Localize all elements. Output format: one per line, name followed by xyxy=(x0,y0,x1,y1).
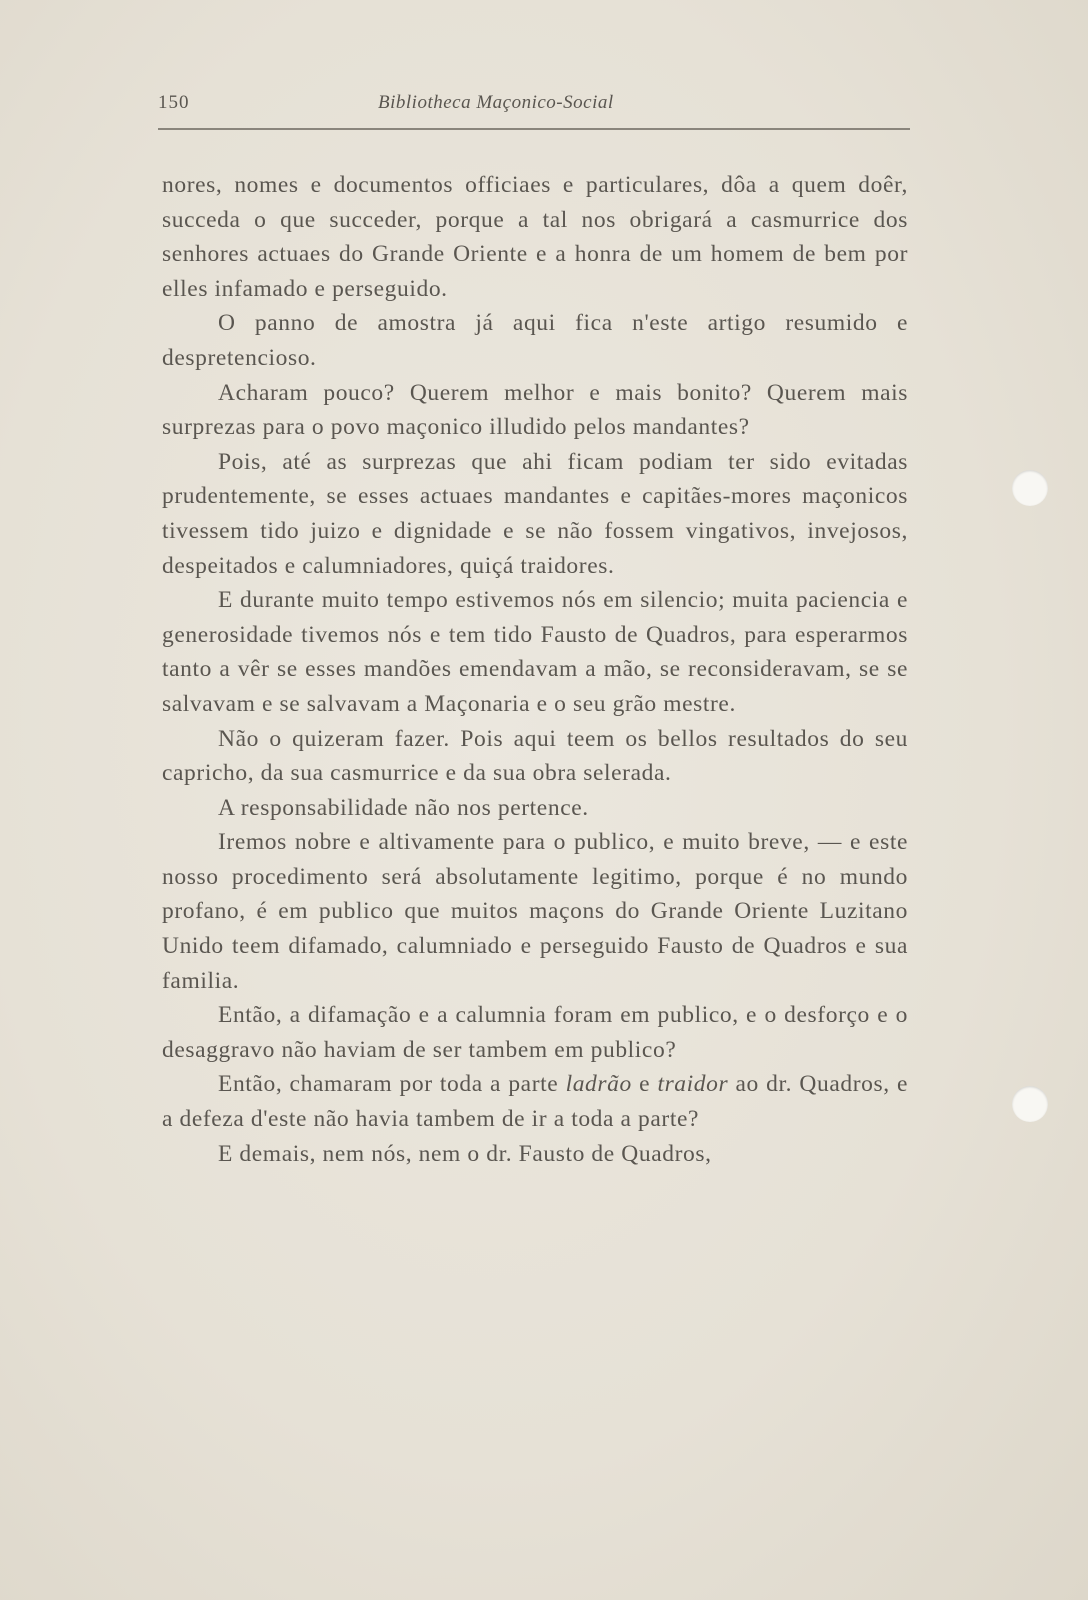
paragraph-10-text-3: ao dr. Quadros, e a defeza d'este não havia tambem de ir a toda a parte? xyxy=(162,1071,909,1133)
paragraph-8: Iremos nobre e altivamente para o publico, e muito breve, — e este nosso procedimento será absolutamente legitimo, porque é no mundo profano, é em publico que muitos maçons do Grande Oriente Luzitano Unido teem difamado, calumniado e perseguido Fausto de Quadros e sua familia. xyxy=(162,829,908,994)
paragraph-10-text-1: Então, chamaram por toda a parte xyxy=(218,1071,566,1098)
punch-hole-lower xyxy=(1012,1086,1048,1122)
paragraph-10 xyxy=(162,1067,908,1136)
paragraph-4: Pois, até as surprezas que ahi ficam podiam ter sido evitadas prudentemente, se esses actuaes mandantes e capitães-mores maçonicos tivessem tido juizo e dignidade e se não fossem vingativos, invejosos, despeitados e calumniadores, quiçá traidores. xyxy=(162,448,908,579)
running-title: Bibliotheca Maçonico-Social xyxy=(378,92,614,113)
page-header xyxy=(158,92,910,120)
paragraph-6: Não o quizeram fazer. Pois aqui teem os bellos resultados do seu capricho, da sua casmurrice e da sua obra selerada. xyxy=(162,725,908,787)
body-text xyxy=(162,168,908,1171)
paragraph-3: Acharam pouco? Querem melhor e mais bonito? Querem mais surprezas para o povo maçonico illudido pelos mandantes? xyxy=(162,379,908,441)
italic-word-ladrao: ladrão xyxy=(565,1071,632,1098)
header-rule xyxy=(158,128,910,130)
paragraph-9: Então, a difamação e a calumnia foram em publico, e o desforço e o desaggravo não haviam de ser tambem em publico? xyxy=(162,1002,908,1063)
italic-word-traidor: traidor xyxy=(657,1071,729,1098)
paragraph-10-text-2: e xyxy=(631,1071,658,1098)
paragraph-2: O panno de amostra já aqui fica n'este artigo resumido e despretencioso. xyxy=(162,310,908,371)
page-number: 150 xyxy=(158,92,190,113)
punch-hole-upper xyxy=(1012,470,1048,506)
paragraph-11: E demais, nem nós, nem o dr. Fausto de Quadros, xyxy=(218,1140,712,1167)
paragraph-5: E durante muito tempo estivemos nós em silencio; muita paciencia e generosidade tivemos nós e tem tido Fausto de Quadros, para esperarmos tanto a vêr se esses mandões emendavam a mão, se reconsideravam, se se salvavam e se salvavam a Maçonaria e o seu grão mestre. xyxy=(162,587,908,717)
paragraph-7: A responsabilidade não nos pertence. xyxy=(218,794,589,821)
paragraph-1: nores, nomes e documentos officiaes e particulares, dôa a quem doêr, succeda o que succeder, porque a tal nos obrigará a casmurrice dos senhores actuaes do Grande Oriente e a honra de um homem de bem por elles infamado e perseguido. xyxy=(162,172,908,302)
